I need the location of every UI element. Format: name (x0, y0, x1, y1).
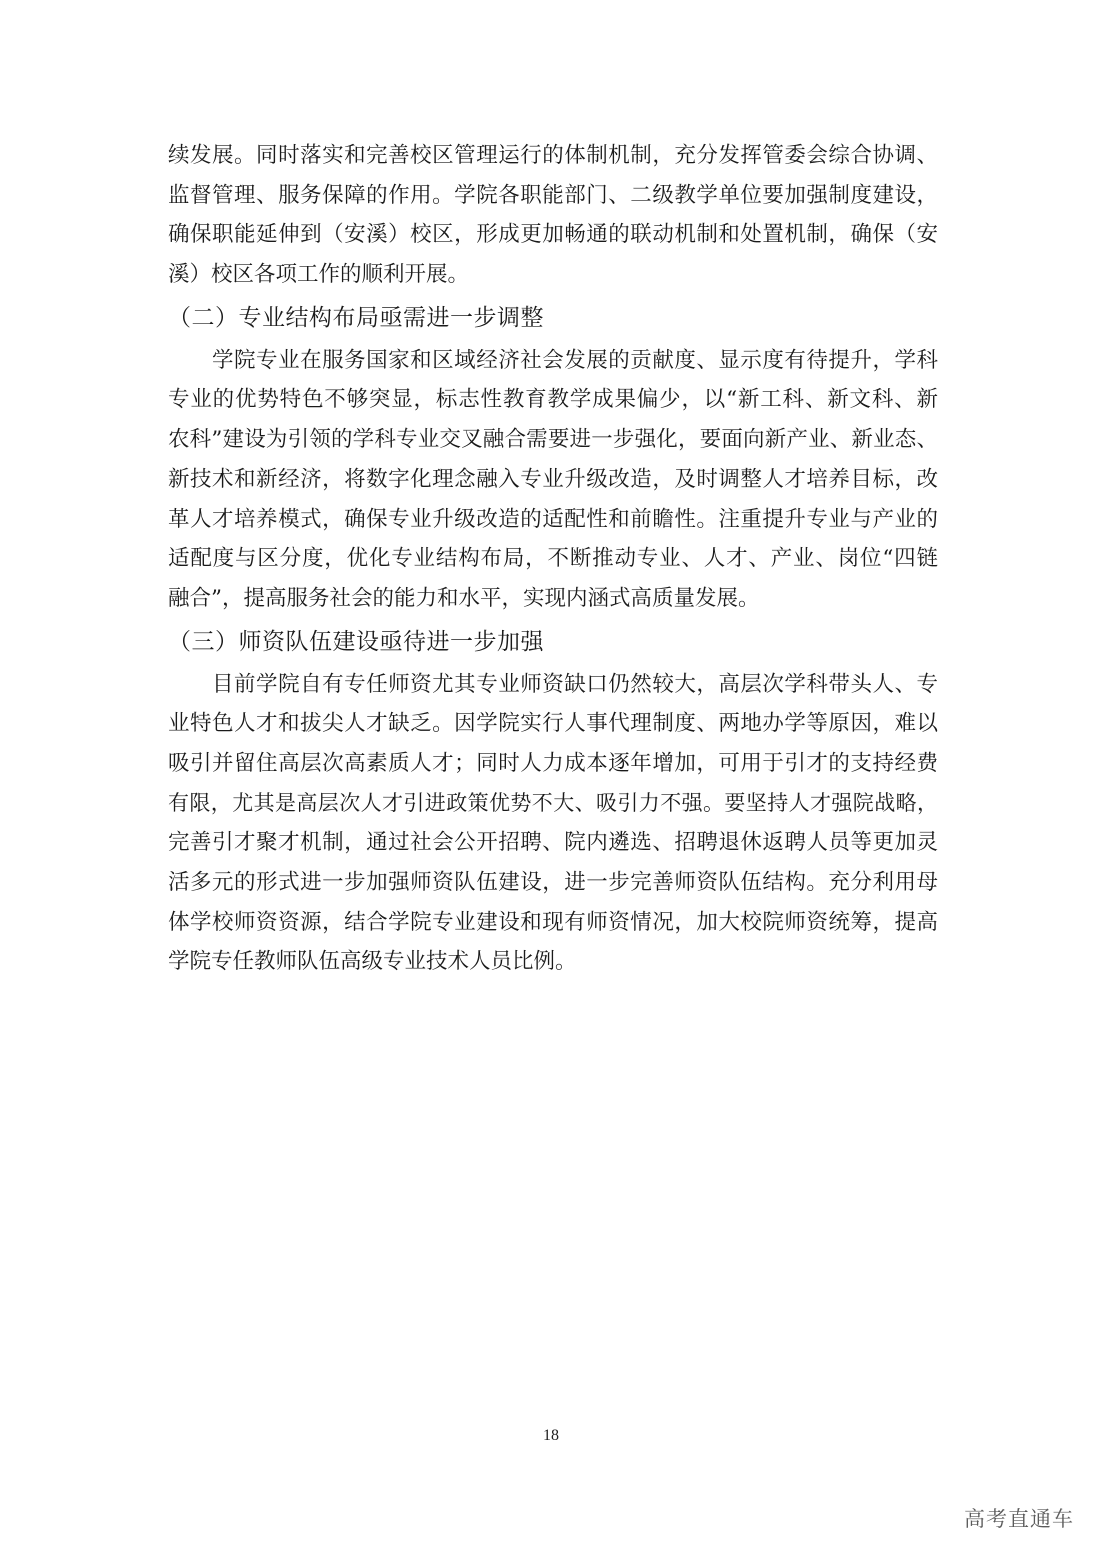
paragraph-2 (168, 341, 938, 619)
paragraph-1 (168, 136, 938, 295)
paragraph-line: 革人才培养模式，确保专业升级改造的适配性和前瞻性。注重提升专业与产业的 (168, 506, 938, 532)
paragraph-line: 吸引并留住高层次高素质人才；同时人力成本逐年增加，可用于引才的支持经费 (168, 750, 938, 776)
watermark-text: 高考直通车 (964, 1507, 1074, 1531)
paragraph-3 (168, 665, 938, 983)
paragraph-line: 监督管理、服务保障的作用。学院各职能部门、二级教学单位要加强制度建设， (168, 182, 938, 208)
paragraph-line: 业特色人才和拔尖人才缺乏。因学院实行人事代理制度、两地办学等原因，难以 (168, 711, 938, 737)
paragraph-line: 活多元的形式进一步加强师资队伍建设，进一步完善师资队伍结构。充分利用母 (168, 870, 938, 895)
paragraph-line: 适配度与区分度，优化专业结构布局，不断推动专业、人才、产业、岗位“四链 (168, 546, 938, 572)
paragraph-line: 体学校师资资源，结合学院专业建设和现有师资情况，加大校院师资统筹，提高 (168, 909, 938, 935)
paragraph-line: 新技术和新经济，将数字化理念融入专业升级改造，及时调整人才培养目标，改 (168, 466, 938, 492)
section-heading-2: （二）专业结构布局亟需进一步调整 (168, 304, 544, 331)
paragraph-line: 有限，尤其是高层次人才引进政策优势不大、吸引力不强。要坚持人才强院战略， (168, 790, 938, 815)
paragraph-line: 溪）校区各项工作的顺利开展。 (168, 262, 470, 288)
paragraph-line: 目前学院自有专任师资尤其专业师资缺口仍然较大，高层次学科带头人、专 (168, 671, 938, 697)
paragraph-line: 农科”建设为引领的学科专业交叉融合需要进一步强化，要面向新产业、新业态、 (168, 427, 938, 453)
paragraph-line: 续发展。同时落实和完善校区管理运行的体制机制，充分发挥管委会综合协调、 (168, 143, 938, 168)
document-body (168, 136, 938, 982)
section-heading-3: （三）师资队伍建设亟待进一步加强 (168, 628, 544, 655)
paragraph-line: 完善引才聚才机制，通过社会公开招聘、院内遴选、招聘退休返聘人员等更加灵 (168, 830, 938, 856)
page-number: 18 (543, 1427, 559, 1444)
paragraph-line: 学院专业在服务国家和区域经济社会发展的贡献度、显示度有待提升，学科 (168, 347, 938, 373)
paragraph-line: 融合”，提高服务社会的能力和水平，实现内涵式高质量发展。 (168, 585, 760, 611)
paragraph-line: 专业的优势特色不够突显，标志性教育教学成果偏少，以“新工科、新文科、新 (168, 387, 938, 413)
paragraph-line: 学院专任教师队伍高级专业技术人员比例。 (168, 949, 577, 975)
paragraph-line: 确保职能延伸到（安溪）校区，形成更加畅通的联动机制和处置机制，确保（安 (168, 222, 938, 248)
